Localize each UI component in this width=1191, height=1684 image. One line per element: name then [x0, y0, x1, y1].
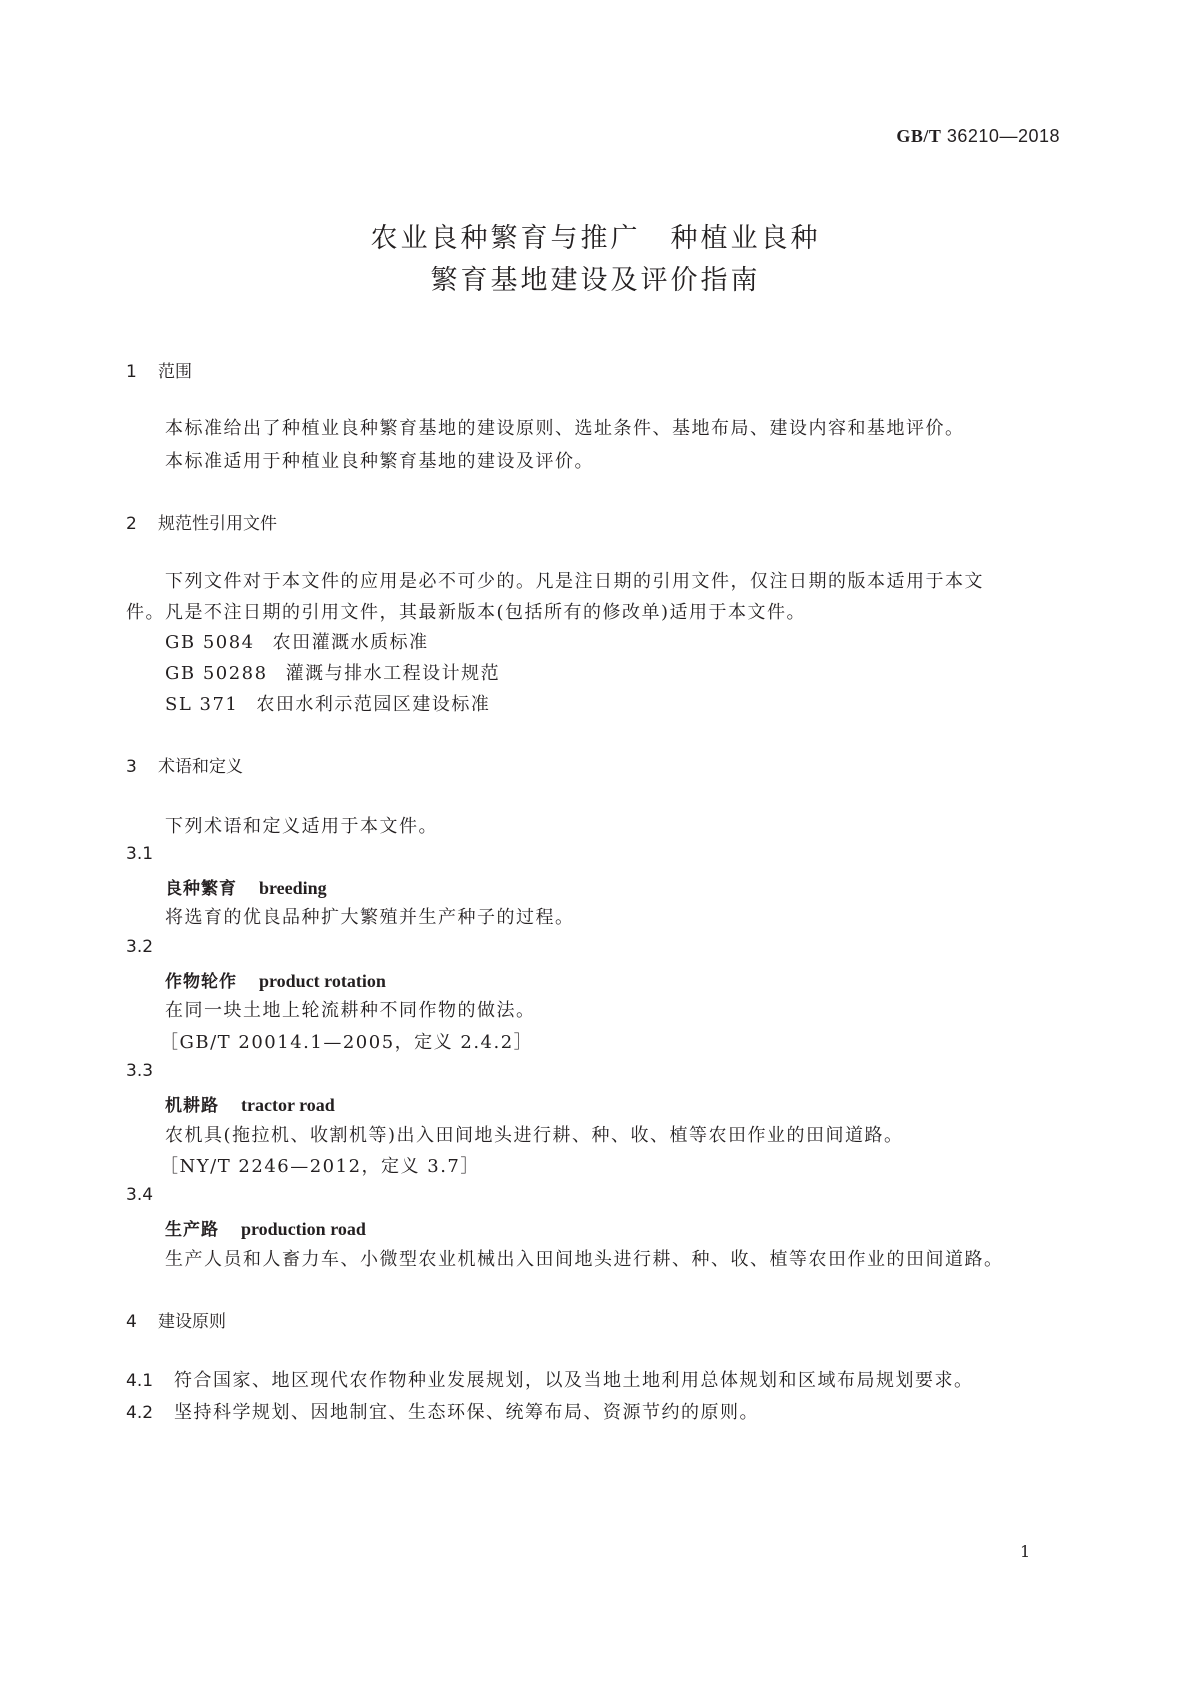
clause: 4.2 坚持科学规划、因地制宜、生态环保、统筹布局、资源节约的原则。	[126, 1402, 759, 1423]
term-heading: 良种繁育 breeding	[165, 878, 327, 899]
term-number: 3.3	[126, 1061, 154, 1081]
term-definition: 农机具(拖拉机、收割机等)出入田间地头进行耕、种、收、植等农田作业的田间道路。	[165, 1125, 904, 1146]
term-number: 3.4	[126, 1185, 154, 1205]
term-number: 3.1	[126, 844, 154, 864]
term-heading: 生产路 production road	[165, 1219, 366, 1240]
section-4-heading: 4 建设原则	[126, 1312, 226, 1332]
standard-code: GB/T 36210—2018	[896, 126, 1060, 146]
paragraph: 下列术语和定义适用于本文件。	[165, 816, 438, 837]
section-3-heading: 3 术语和定义	[126, 757, 243, 777]
term-heading: 作物轮作 product rotation	[165, 971, 386, 992]
term-definition: 生产人员和人畜力车、小微型农业机械出入田间地头进行耕、种、收、植等农田作业的田间道路。	[165, 1249, 1004, 1270]
clause: 4.1 符合国家、地区现代农作物种业发展规划，以及当地土地利用总体规划和区域布局规划要求。	[126, 1370, 974, 1391]
reference-item: SL 371 农田水利示范园区建设标准	[165, 694, 491, 715]
term-heading: 机耕路 tractor road	[165, 1095, 335, 1116]
term-definition: 将选育的优良品种扩大繁殖并生产种子的过程。	[165, 907, 575, 928]
term-definition: 在同一块土地上轮流耕种不同作物的做法。	[165, 1000, 536, 1021]
document-title-line-1: 农业良种繁育与推广 种植业良种	[370, 223, 821, 254]
term-source: ［NY/T 2246—2012，定义 3.7］	[160, 1156, 480, 1177]
paragraph: 下列文件对于本文件的应用是必不可少的。凡是注日期的引用文件，仅注日期的版本适用于本文	[165, 571, 984, 592]
document-title-line-2: 繁育基地建设及评价指南	[430, 265, 761, 296]
reference-item: GB 50288 灌溉与排水工程设计规范	[165, 663, 501, 684]
paragraph: 件。凡是不注日期的引用文件，其最新版本(包括所有的修改单)适用于本文件。	[126, 602, 807, 623]
term-number: 3.2	[126, 937, 154, 957]
section-2-heading: 2 规范性引用文件	[126, 514, 277, 534]
reference-item: GB 5084 农田灌溉水质标准	[165, 632, 429, 653]
section-1-heading: 1 范围	[126, 362, 192, 382]
page-number: 1	[1020, 1542, 1031, 1561]
paragraph: 本标准适用于种植业良种繁育基地的建设及评价。	[165, 451, 594, 472]
term-source: ［GB/T 20014.1—2005，定义 2.4.2］	[160, 1032, 534, 1053]
paragraph: 本标准给出了种植业良种繁育基地的建设原则、选址条件、基地布局、建设内容和基地评价。	[165, 418, 965, 439]
